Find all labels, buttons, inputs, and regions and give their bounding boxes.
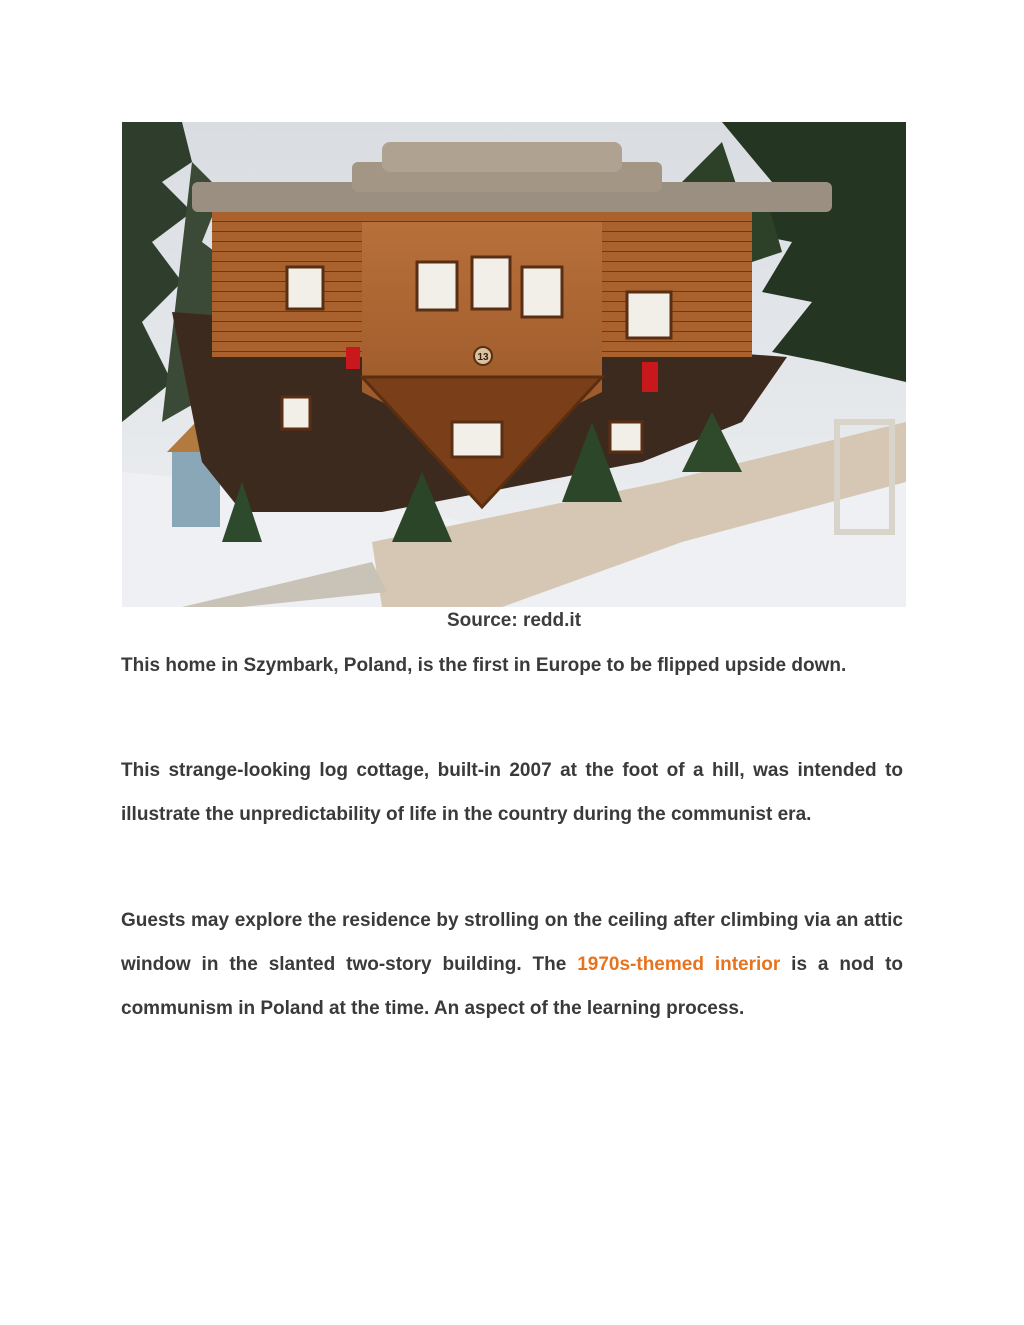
paragraph-2: This strange-looking log cottage, built-in 2007 at the foot of a hill, was intended to illustrate the unpredictability of life in the country during the communist era. (121, 760, 903, 825)
upside-down-house-photo (122, 122, 906, 607)
paragraph-3-text-before: Guests may explore the residence by strolling on the ceiling after climbing via an attic window in the slanted two-story building. The (121, 910, 903, 975)
paragraph-3 (121, 899, 903, 1031)
paragraph-1: This home in Szymbark, Poland, is the first in Europe to be flipped upside down. (121, 655, 847, 676)
image-caption: Source: redd.it (446, 610, 582, 631)
house-number: 13 (477, 352, 489, 363)
interior-link[interactable]: 1970s-themed interior (577, 954, 781, 975)
paragraph-3-text-after: is a nod to communism in Poland at the time. An aspect of the learning process. (121, 954, 903, 1019)
